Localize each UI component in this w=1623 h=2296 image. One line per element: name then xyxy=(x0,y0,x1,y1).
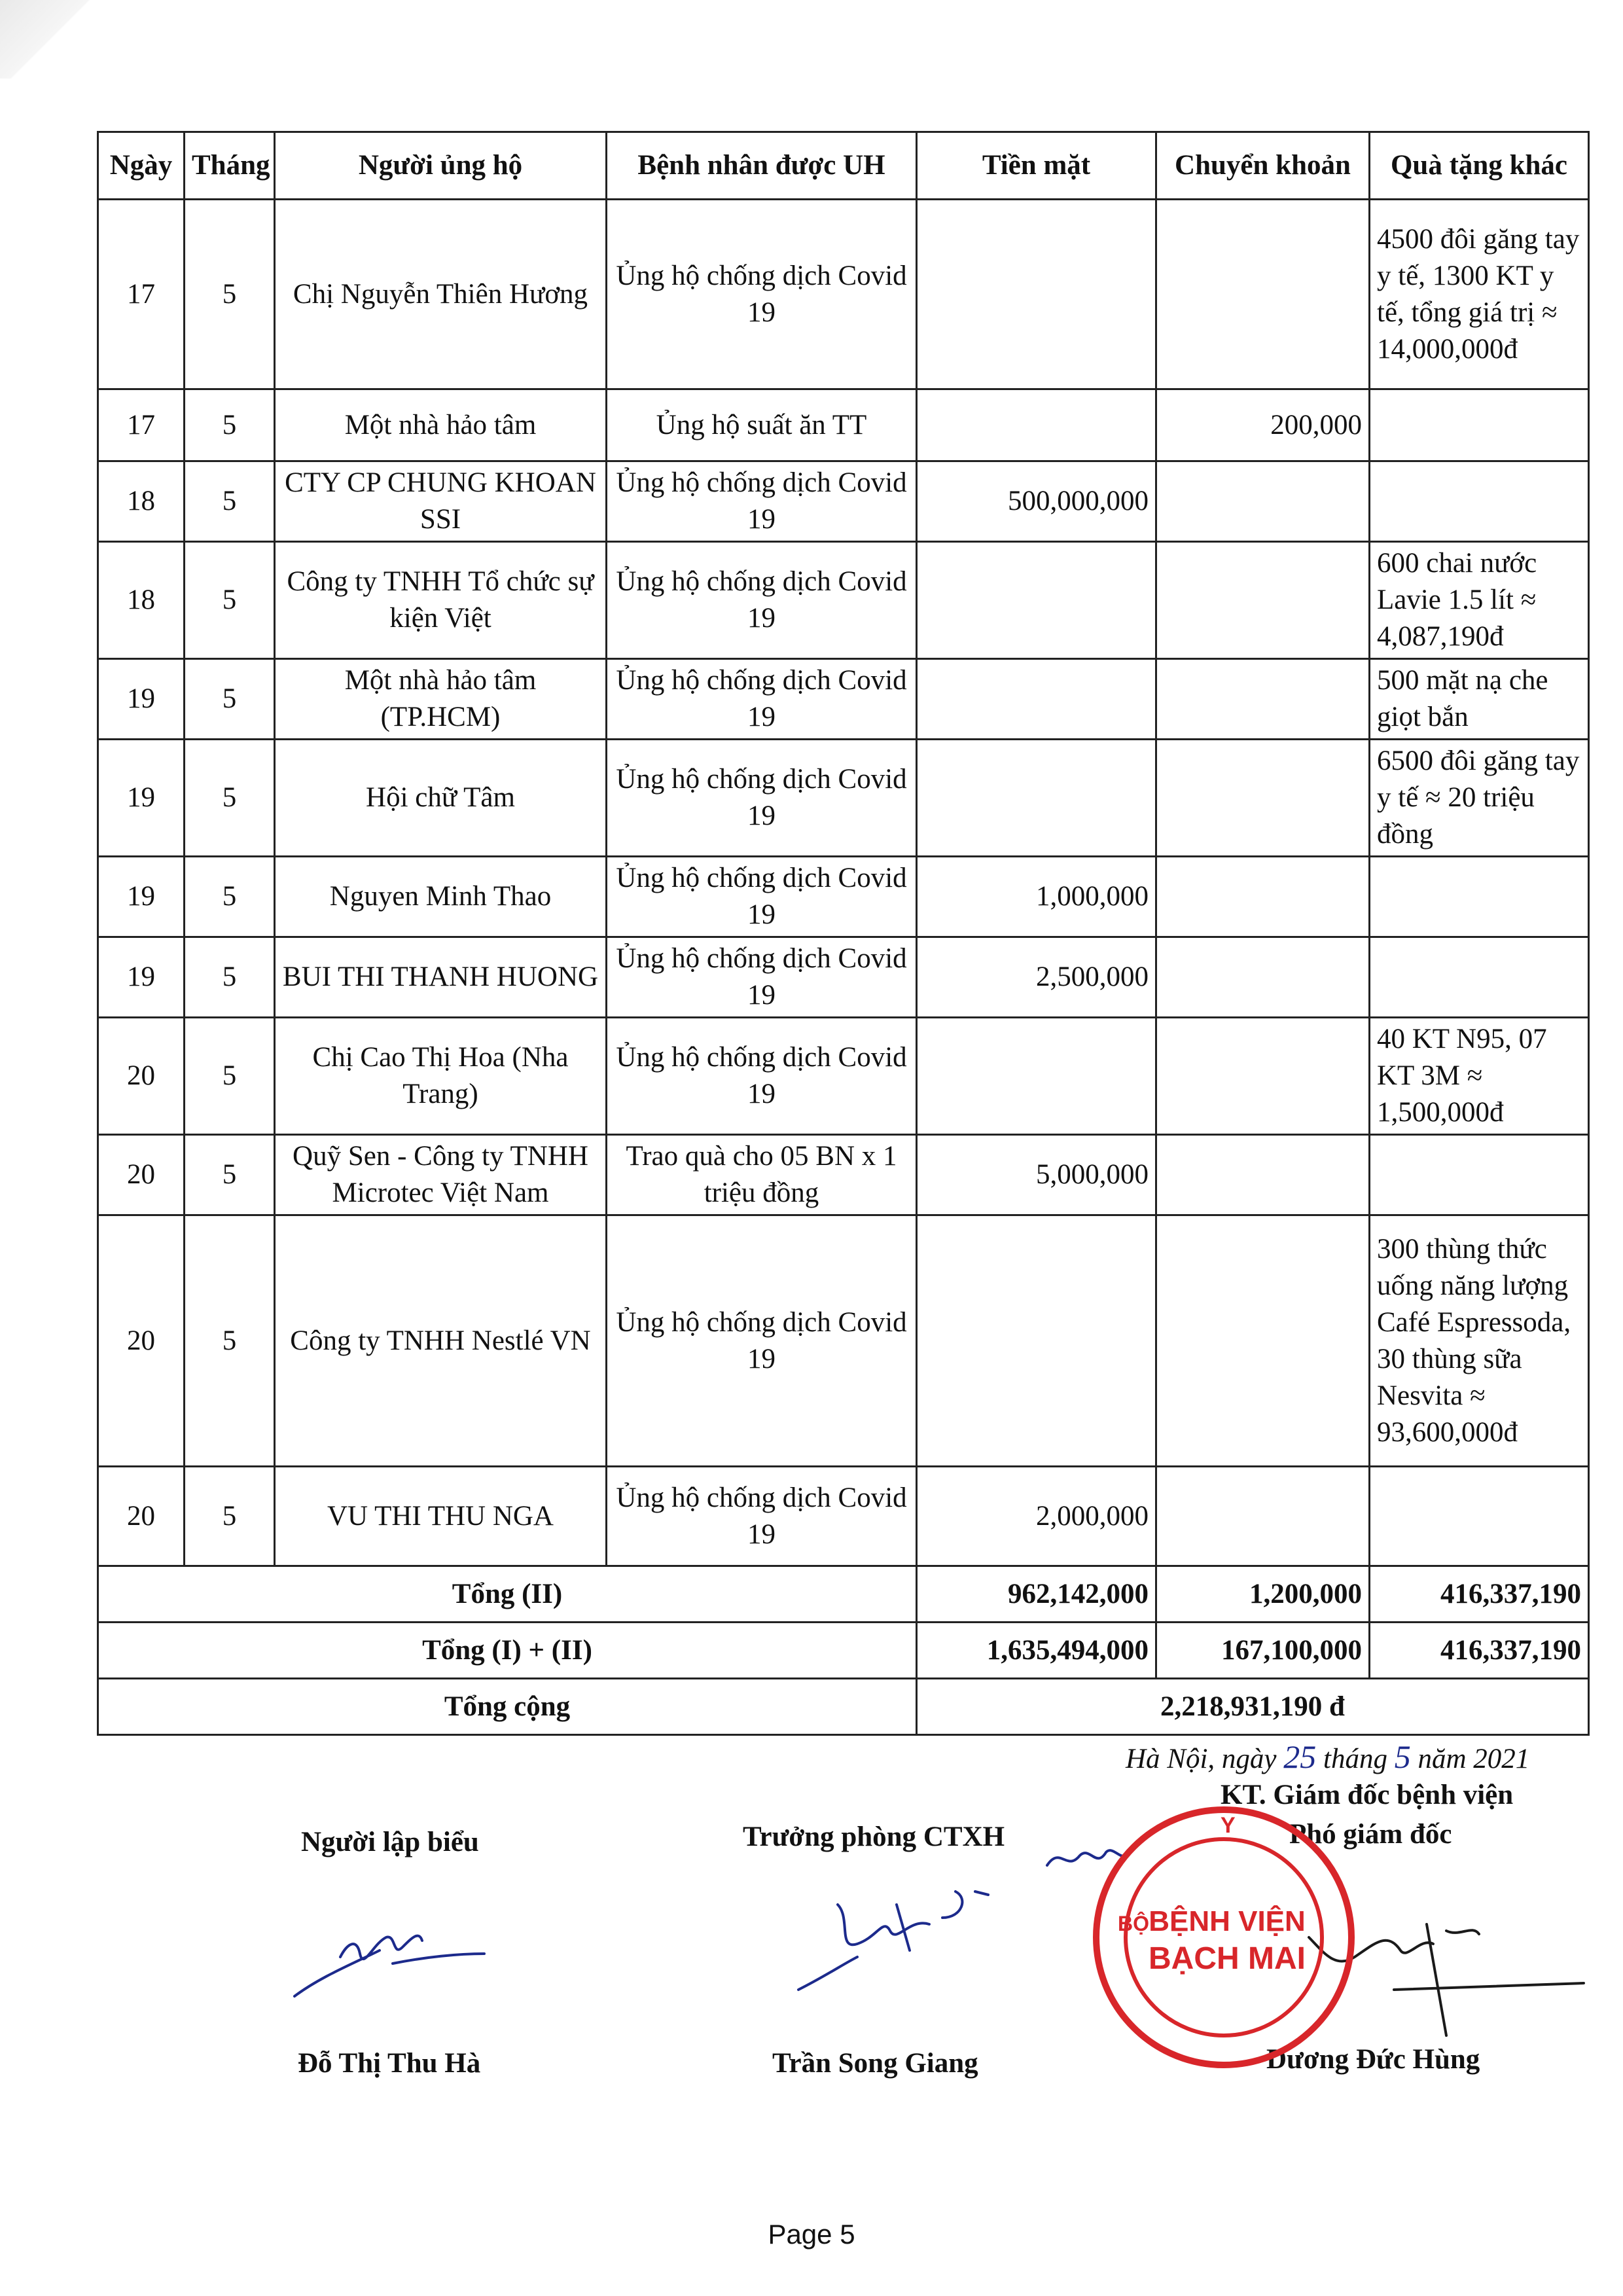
cell-gift: 500 mặt nạ che giọt bắn xyxy=(1370,659,1589,740)
total-i-ii-cash: 1,635,494,000 xyxy=(917,1623,1156,1679)
grand-total-label: Tổng cộng xyxy=(98,1679,917,1735)
cell-transfer xyxy=(1156,1215,1370,1467)
cell-gift: 6500 đôi găng tay y tế ≈ 20 triệu đồng xyxy=(1370,740,1589,857)
cell-transfer xyxy=(1156,542,1370,659)
folded-corner xyxy=(0,0,118,79)
total-i-ii-label: Tổng (I) + (II) xyxy=(98,1623,917,1679)
cell-day: 17 xyxy=(98,200,185,389)
cell-transfer: 200,000 xyxy=(1156,389,1370,461)
cell-day: 20 xyxy=(98,1467,185,1566)
deputy-name: Dương Đức Hùng xyxy=(1266,2044,1480,2075)
cell-donor: VU THI THU NGA xyxy=(275,1467,607,1566)
header-day: Ngày xyxy=(98,132,185,200)
cell-day: 20 xyxy=(98,1215,185,1467)
cell-month: 5 xyxy=(185,659,275,740)
cell-day: 19 xyxy=(98,740,185,857)
cell-recipient: Ủng hộ chống dịch Covid 19 xyxy=(607,542,917,659)
cell-donor: Công ty TNHH Tổ chức sự kiện Việt xyxy=(275,542,607,659)
cell-gift xyxy=(1370,937,1589,1018)
table-row xyxy=(98,659,1589,740)
deputy-title: Phó giám đốc xyxy=(1289,1819,1452,1850)
cell-cash xyxy=(917,1215,1156,1467)
cell-gift xyxy=(1370,461,1589,542)
cell-cash: 2,000,000 xyxy=(917,1467,1156,1566)
cell-transfer xyxy=(1156,857,1370,937)
header-recipient: Bệnh nhân được UH xyxy=(607,132,917,200)
donation-table xyxy=(97,131,1590,1736)
stamp-line-2: BẠCH MAI xyxy=(1149,1941,1306,1976)
cell-month: 5 xyxy=(185,461,275,542)
table-row xyxy=(98,857,1589,937)
cell-transfer xyxy=(1156,461,1370,542)
cell-gift xyxy=(1370,1135,1589,1215)
cell-donor: Công ty TNHH Nestlé VN xyxy=(275,1215,607,1467)
preparer-signature-icon xyxy=(281,1918,497,2009)
cell-donor: Một nhà hảo tâm xyxy=(275,389,607,461)
total-ii-cash: 962,142,000 xyxy=(917,1566,1156,1623)
cell-cash xyxy=(917,1018,1156,1135)
date-prefix: Hà Nội, ngày xyxy=(1126,1744,1277,1774)
cell-gift: 600 chai nước Lavie 1.5 lít ≈ 4,087,190đ xyxy=(1370,542,1589,659)
cell-day: 17 xyxy=(98,389,185,461)
cell-cash xyxy=(917,542,1156,659)
cell-recipient: Ủng hộ suất ăn TT xyxy=(607,389,917,461)
table-row xyxy=(98,1215,1589,1467)
cell-transfer xyxy=(1156,659,1370,740)
total-ii-row xyxy=(98,1566,1589,1623)
cell-month: 5 xyxy=(185,389,275,461)
cell-month: 5 xyxy=(185,1135,275,1215)
header-transfer: Chuyển khoản xyxy=(1156,132,1370,200)
stamp-line-1: BỆNH VIỆN xyxy=(1149,1905,1306,1937)
cell-gift xyxy=(1370,1467,1589,1566)
date-month-word: tháng xyxy=(1323,1744,1387,1774)
cell-recipient: Ủng hộ chống dịch Covid 19 xyxy=(607,1467,917,1566)
head-name: Trần Song Giang xyxy=(772,2048,978,2079)
cell-recipient: Ủng hộ chống dịch Covid 19 xyxy=(607,937,917,1018)
cell-transfer xyxy=(1156,1018,1370,1135)
cell-transfer xyxy=(1156,1467,1370,1566)
table-row xyxy=(98,200,1589,389)
head-title: Trưởng phòng CTXH xyxy=(743,1821,1005,1852)
total-ii-transfer: 1,200,000 xyxy=(1156,1566,1370,1623)
cell-month: 5 xyxy=(185,937,275,1018)
cell-cash xyxy=(917,740,1156,857)
cell-day: 20 xyxy=(98,1018,185,1135)
total-i-ii-gift: 416,337,190 xyxy=(1370,1623,1589,1679)
cell-recipient: Ủng hộ chống dịch Covid 19 xyxy=(607,857,917,937)
header-month: Tháng xyxy=(185,132,275,200)
head-signature-icon xyxy=(759,1878,995,2003)
cell-transfer xyxy=(1156,200,1370,389)
cell-donor: Hội chữ Tâm xyxy=(275,740,607,857)
date-month: 5 xyxy=(1394,1738,1411,1775)
cell-donor: Nguyen Minh Thao xyxy=(275,857,607,937)
cell-day: 19 xyxy=(98,857,185,937)
cell-donor: BUI THI THANH HUONG xyxy=(275,937,607,1018)
place-date-line xyxy=(1126,1738,1529,1776)
table-row xyxy=(98,1135,1589,1215)
date-day: 25 xyxy=(1283,1738,1317,1775)
stamp-side-left: BỘ xyxy=(1118,1912,1149,1935)
grand-total-value: 2,218,931,190 đ xyxy=(917,1679,1589,1735)
cell-cash: 5,000,000 xyxy=(917,1135,1156,1215)
cell-transfer xyxy=(1156,740,1370,857)
director-title: KT. Giám đốc bệnh viện xyxy=(1221,1780,1514,1810)
cell-cash: 1,000,000 xyxy=(917,857,1156,937)
table-header-row xyxy=(98,132,1589,200)
total-i-ii-row xyxy=(98,1623,1589,1679)
cell-donor: CTY CP CHUNG KHOAN SSI xyxy=(275,461,607,542)
date-year: năm 2021 xyxy=(1418,1744,1530,1774)
cell-donor: Chị Cao Thị Hoa (Nha Trang) xyxy=(275,1018,607,1135)
initials-signature-icon xyxy=(1041,1839,1132,1878)
cell-donor: Quỹ Sen - Công ty TNHH Microtec Việt Nam xyxy=(275,1135,607,1215)
table-row xyxy=(98,389,1589,461)
table-row xyxy=(98,1467,1589,1566)
cell-month: 5 xyxy=(185,857,275,937)
cell-day: 19 xyxy=(98,659,185,740)
cell-cash: 500,000,000 xyxy=(917,461,1156,542)
cell-gift xyxy=(1370,857,1589,937)
cell-cash xyxy=(917,659,1156,740)
preparer-title: Người lập biểu xyxy=(301,1827,479,1857)
grand-total-row xyxy=(98,1679,1589,1735)
table-row xyxy=(98,542,1589,659)
cell-transfer xyxy=(1156,937,1370,1018)
deputy-signature-icon xyxy=(1296,1911,1597,2042)
cell-gift xyxy=(1370,389,1589,461)
cell-cash xyxy=(917,200,1156,389)
table-row xyxy=(98,1018,1589,1135)
cell-recipient: Ủng hộ chống dịch Covid 19 xyxy=(607,200,917,389)
table-row xyxy=(98,937,1589,1018)
total-i-ii-transfer: 167,100,000 xyxy=(1156,1623,1370,1679)
cell-month: 5 xyxy=(185,1467,275,1566)
cell-cash: 2,500,000 xyxy=(917,937,1156,1018)
total-ii-label: Tổng (II) xyxy=(98,1566,917,1623)
table-row xyxy=(98,461,1589,542)
cell-day: 20 xyxy=(98,1135,185,1215)
cell-month: 5 xyxy=(185,1018,275,1135)
page-number: Page 5 xyxy=(768,2219,855,2250)
cell-recipient: Trao quà cho 05 BN x 1 triệu đồng xyxy=(607,1135,917,1215)
header-cash: Tiền mặt xyxy=(917,132,1156,200)
cell-gift: 4500 đôi găng tay y tế, 1300 KT y tế, tổng giá trị ≈ 14,000,000đ xyxy=(1370,200,1589,389)
cell-month: 5 xyxy=(185,1215,275,1467)
header-donor: Người ủng hộ xyxy=(275,132,607,200)
cell-transfer xyxy=(1156,1135,1370,1215)
cell-donor: Chị Nguyễn Thiên Hương xyxy=(275,200,607,389)
cell-gift: 40 KT N95, 07 KT 3M ≈ 1,500,000đ xyxy=(1370,1018,1589,1135)
cell-day: 18 xyxy=(98,542,185,659)
cell-month: 5 xyxy=(185,200,275,389)
cell-donor: Một nhà hảo tâm (TP.HCM) xyxy=(275,659,607,740)
cell-day: 19 xyxy=(98,937,185,1018)
cell-gift: 300 thùng thức uống năng lượng Café Espressoda, 30 thùng sữa Nesvita ≈ 93,600,000đ xyxy=(1370,1215,1589,1467)
hospital-stamp-icon xyxy=(1086,1800,1361,2075)
cell-month: 5 xyxy=(185,740,275,857)
cell-recipient: Ủng hộ chống dịch Covid 19 xyxy=(607,461,917,542)
cell-recipient: Ủng hộ chống dịch Covid 19 xyxy=(607,740,917,857)
preparer-name: Đỗ Thị Thu Hà xyxy=(298,2048,481,2079)
cell-recipient: Ủng hộ chống dịch Covid 19 xyxy=(607,659,917,740)
table-row xyxy=(98,740,1589,857)
cell-recipient: Ủng hộ chống dịch Covid 19 xyxy=(607,1018,917,1135)
cell-cash xyxy=(917,389,1156,461)
cell-recipient: Ủng hộ chống dịch Covid 19 xyxy=(607,1215,917,1467)
cell-day: 18 xyxy=(98,461,185,542)
header-gift: Quà tặng khác xyxy=(1370,132,1589,200)
cell-month: 5 xyxy=(185,542,275,659)
total-ii-gift: 416,337,190 xyxy=(1370,1566,1589,1623)
stamp-side-top: Y xyxy=(1221,1813,1236,1838)
